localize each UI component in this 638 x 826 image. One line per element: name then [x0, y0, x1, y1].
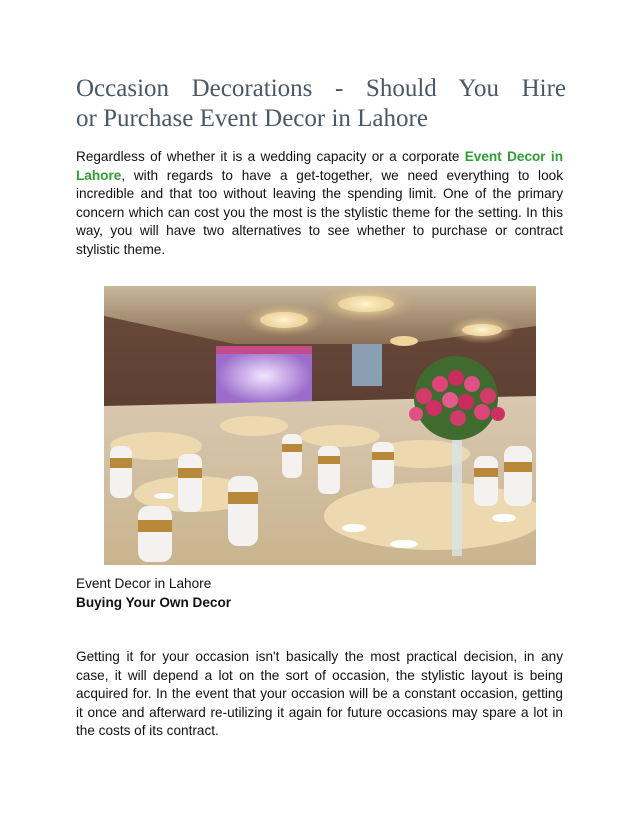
title-line-1: Occasion Decorations - Should You Hire [76, 75, 566, 102]
image-caption: Event Decor in Lahore [76, 576, 212, 591]
title-line-2: or Purchase Event Decor in Lahore [76, 105, 428, 132]
section-heading: Buying Your Own Decor [76, 595, 232, 610]
intro-text-1: Regardless of whether it is a wedding capacity or a corporate [76, 149, 465, 164]
intro-paragraph [76, 148, 563, 259]
section-paragraph: Getting it for your occasion isn't basically the most practical decision, in any case, it will depend a lot on the sort of occasion, the stylistic layout is being acquired for. In the event that your occasion will be a constant occasion, getting it once and afterward re-utilizing it again for future occasions may spare a lot in the costs of its contract. [76, 649, 563, 738]
event-decor-link[interactable]: Event Decor in Lahore [76, 149, 564, 183]
intro-text-2: , with regards to have a get-together, we need everything to look incredible and that too without leaving the spending limit. One of the primary concern which can cost you the most is the stylistic theme for the setting. In this way, you will have two alternatives to see whether to purchase or contract stylistic theme. [76, 167, 563, 257]
banquet-hall-photo [104, 286, 536, 565]
page-title [76, 74, 566, 134]
